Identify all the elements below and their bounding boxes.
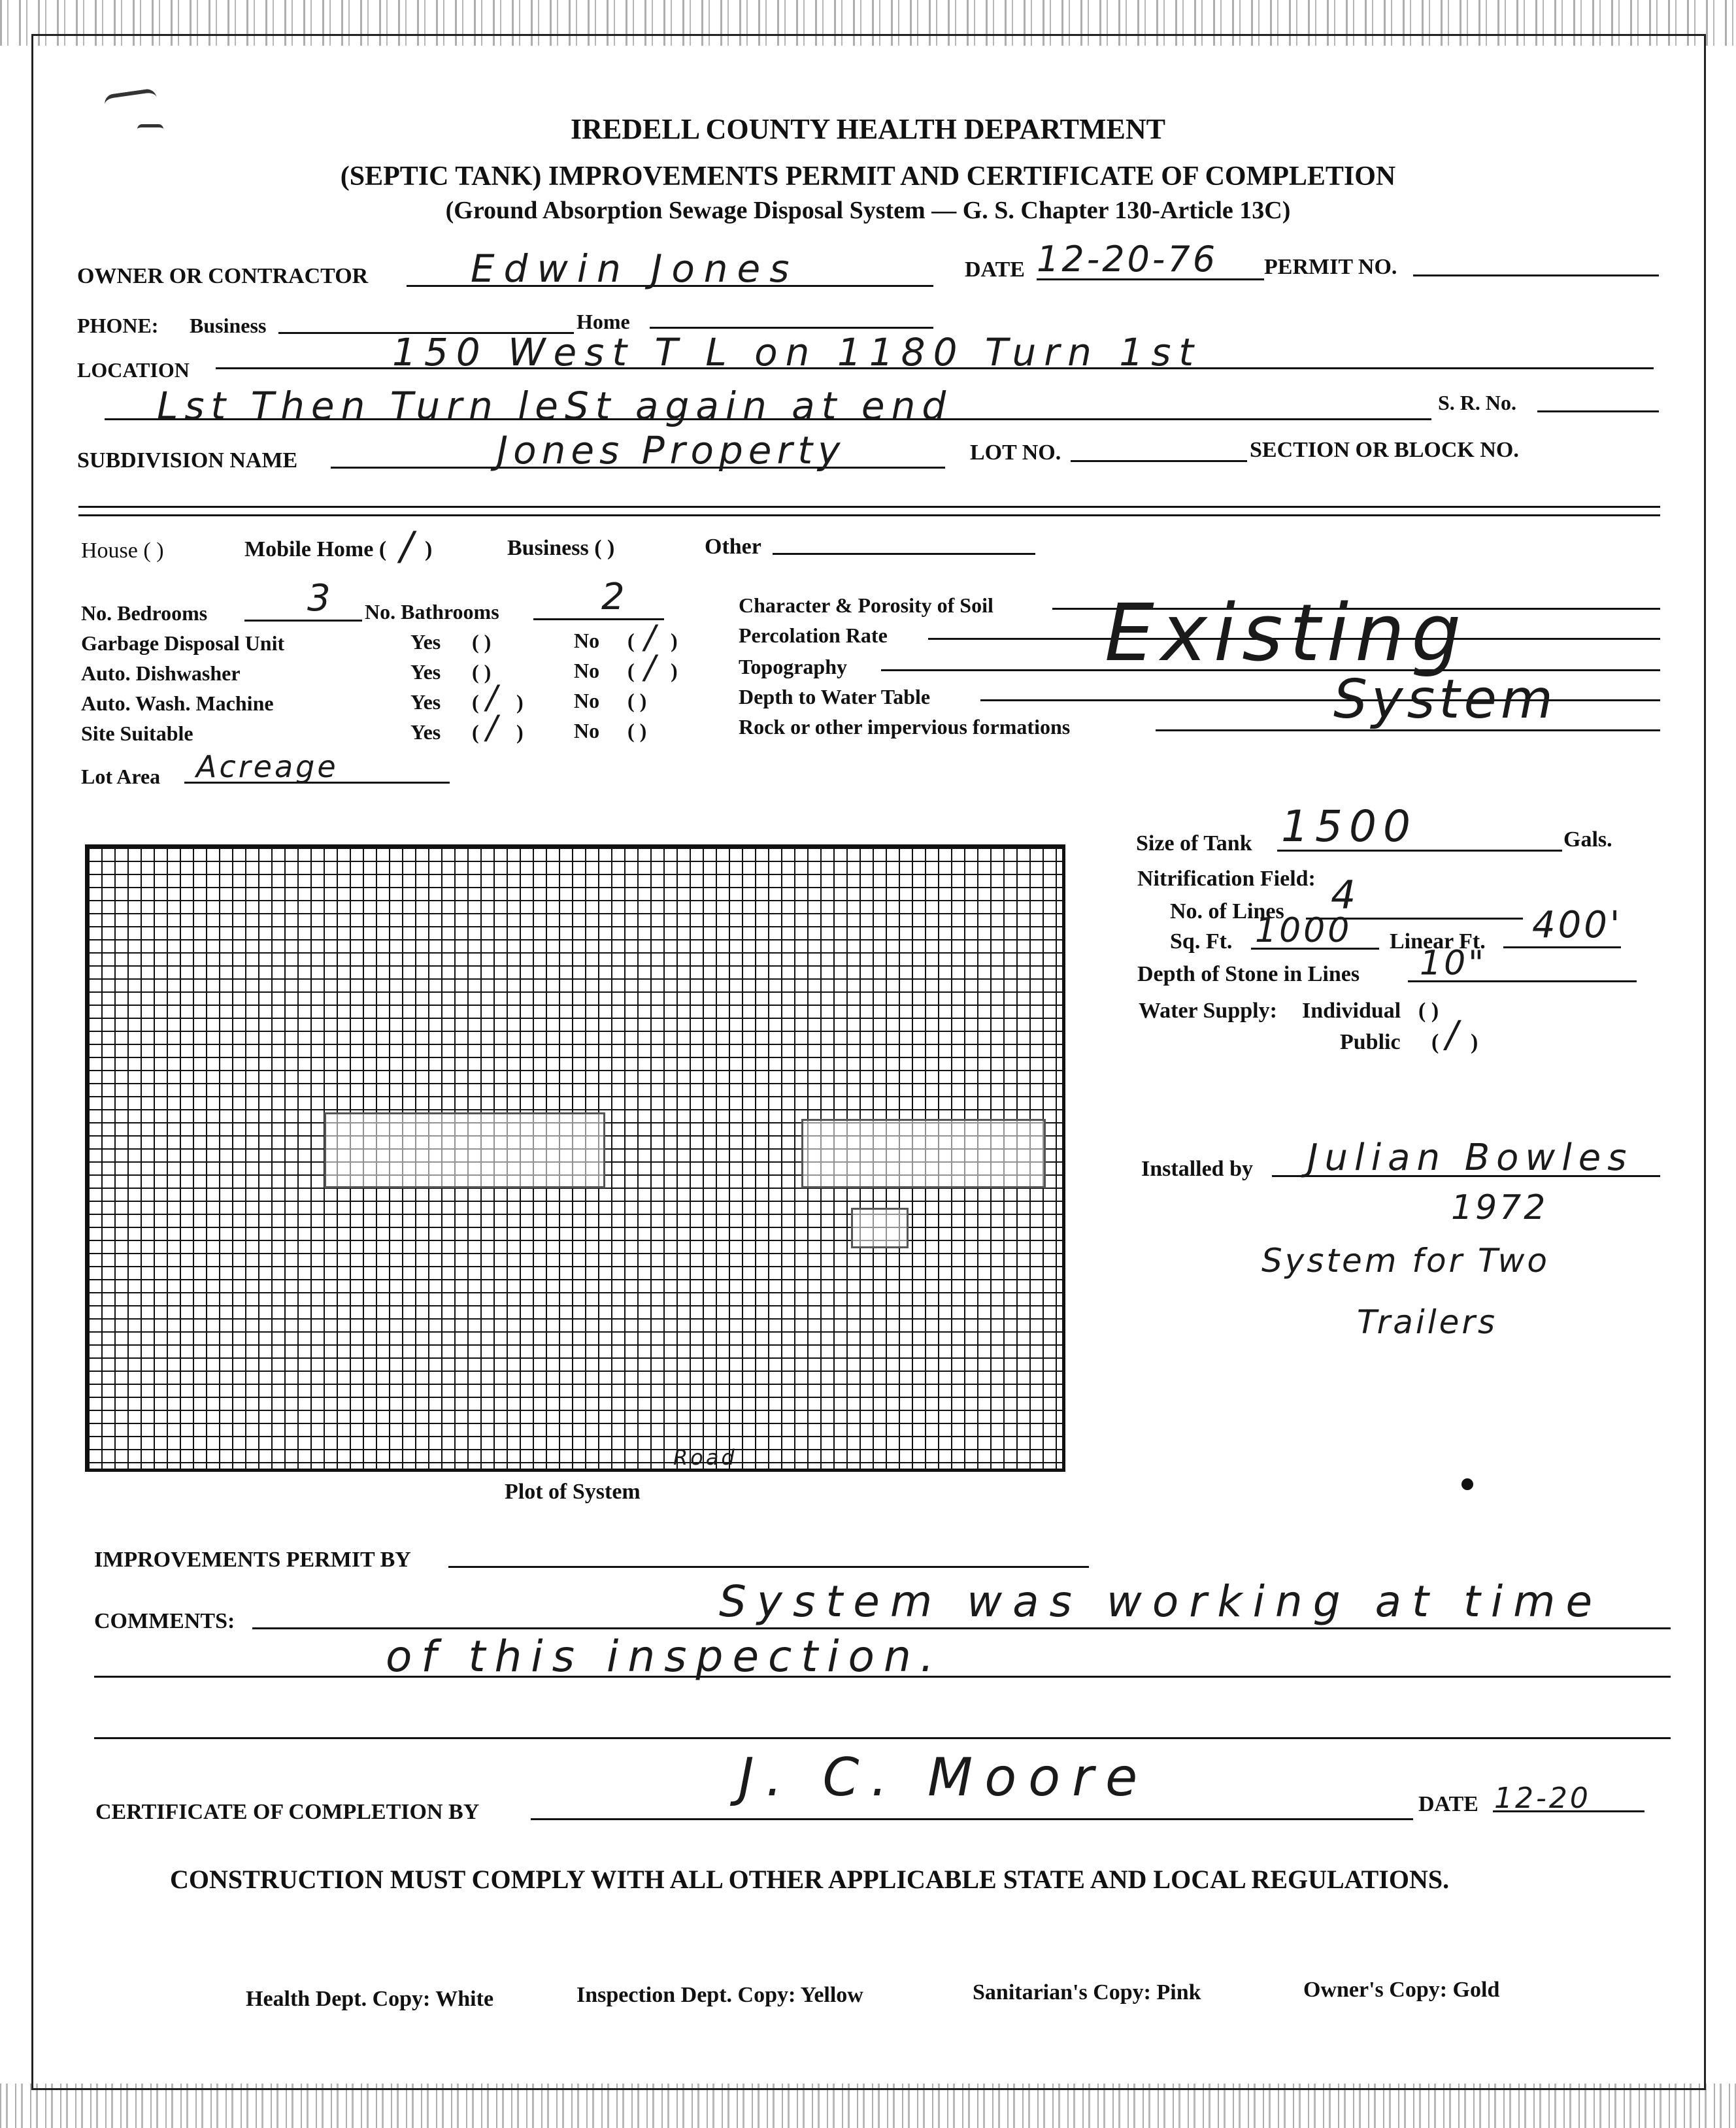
sr-no-label: S. R. No. [1438, 391, 1517, 414]
regulations-notice: CONSTRUCTION MUST COMPLY WITH ALL OTHER APPLICABLE STATE AND LOCAL REGULATIONS. [170, 1865, 1450, 1894]
location-line-1-value[interactable]: 150 West T L on 1180 Turn 1st [392, 330, 1202, 374]
copy-inspection-dept: Inspection Dept. Copy: Yellow [576, 1983, 863, 2007]
house-option[interactable]: House ( ) [81, 539, 164, 563]
copy-owner: Owner's Copy: Gold [1303, 1978, 1500, 2002]
plot-sketch-tank [851, 1208, 909, 1248]
site-suitable-no-label: No [574, 719, 600, 742]
soil-handwritten-existing[interactable]: Existing [1105, 588, 1468, 679]
certificate-signature[interactable]: J. C. Moore [739, 1747, 1150, 1808]
permit-no-line [1413, 274, 1659, 276]
plot-road-label: Road [673, 1445, 737, 1470]
no-of-lines-label: No. of Lines [1170, 899, 1284, 923]
site-suitable-no-box[interactable]: ( ) [627, 719, 647, 742]
wash-machine-yes-mark: / [486, 678, 500, 716]
improvements-permit-by-line [448, 1566, 1089, 1568]
garbage-yes-box[interactable]: ( ) [472, 630, 492, 654]
plot-of-system-label: Plot of System [505, 1480, 641, 1504]
copy-sanitarian: Sanitarian's Copy: Pink [973, 1980, 1201, 2004]
mobile-home-close: ) [425, 537, 433, 561]
dishwasher-no-mark: / [644, 648, 658, 686]
water-supply-label: Water Supply: [1139, 999, 1277, 1023]
owner-value[interactable]: Edwin Jones [471, 246, 799, 291]
linear-ft-label: Linear Ft. [1390, 929, 1486, 954]
location-label: LOCATION [77, 358, 190, 382]
installed-by-label: Installed by [1141, 1157, 1253, 1181]
garbage-no-box[interactable]: ( [627, 629, 635, 652]
bedrooms-label: No. Bedrooms [81, 601, 208, 625]
lot-no-label: LOT NO. [970, 441, 1061, 465]
sr-no-line [1537, 410, 1659, 412]
comments-line-1 [252, 1627, 1671, 1629]
wash-machine-no-label: No [574, 689, 600, 712]
business-option[interactable]: Business ( ) [507, 536, 615, 560]
certificate-date-value[interactable]: 12-20 [1494, 1782, 1591, 1815]
form-subtitle: (Ground Absorption Sewage Disposal System — G. S. Chapter 130-Article 13C) [445, 197, 1291, 224]
tank-size-label: Size of Tank [1136, 831, 1252, 856]
form-title: (SEPTIC TANK) IMPROVEMENTS PERMIT AND CERTIFICATE OF COMPLETION [340, 161, 1396, 191]
site-suitable-yes-close: ) [516, 720, 524, 744]
wash-machine-no-box[interactable]: ( ) [627, 689, 647, 712]
bedrooms-line [244, 620, 362, 622]
water-table-label: Depth to Water Table [739, 685, 931, 708]
permit-no-label: PERMIT NO. [1264, 255, 1397, 279]
garbage-no-close: ) [671, 629, 678, 652]
water-public-label: Public [1340, 1030, 1401, 1054]
soil-porosity-label: Character & Porosity of Soil [739, 593, 993, 617]
installed-note-year: 1972 [1451, 1188, 1548, 1227]
lot-area-label: Lot Area [81, 765, 161, 788]
comments-line-2-value[interactable]: of this inspection. [386, 1631, 943, 1682]
copy-health-dept: Health Dept. Copy: White [246, 1987, 494, 2011]
tank-size-value[interactable]: 1500 [1281, 801, 1417, 852]
installed-note-trailers: Trailers [1357, 1303, 1498, 1341]
water-table-line [980, 699, 1660, 701]
nitrification-field-label: Nitrification Field: [1137, 867, 1316, 891]
section-label: SECTION OR BLOCK NO. [1250, 438, 1519, 462]
depth-of-stone-value[interactable]: 10" [1420, 944, 1487, 983]
other-label: Other [705, 535, 761, 559]
plot-sketch-right [801, 1119, 1046, 1188]
depth-of-stone-label: Depth of Stone in Lines [1137, 962, 1360, 986]
phone-business-label: Business [190, 314, 267, 337]
installed-note-system: System for Two [1261, 1242, 1550, 1280]
wash-machine-yes-close: ) [516, 690, 524, 714]
comments-line-1-value[interactable]: System was working at time [719, 1576, 1603, 1627]
dishwasher-no-close: ) [671, 659, 678, 682]
bathrooms-label: No. Bathrooms [365, 600, 499, 623]
rock-formations-label: Rock or other impervious formations [739, 715, 1071, 739]
phone-home-line [650, 327, 933, 329]
bathrooms-value[interactable]: 2 [601, 576, 627, 618]
lot-area-value[interactable]: Acreage [196, 749, 339, 784]
section-divider [78, 506, 1660, 516]
scan-noise-bottom [0, 2084, 1736, 2128]
location-line-2-value[interactable]: Lst Then Turn leSt again at end [157, 384, 953, 428]
subdivision-label: SUBDIVISION NAME [77, 448, 298, 473]
comments-label: COMMENTS: [94, 1609, 235, 1633]
owner-label: OWNER OR CONTRACTOR [77, 264, 369, 288]
dishwasher-no-box[interactable]: ( [627, 659, 635, 682]
site-suitable-yes-mark: / [486, 708, 500, 746]
site-suitable-yes-box[interactable]: ( [472, 720, 479, 744]
dishwasher-yes-label: Yes [410, 660, 441, 684]
site-suitable-label: Site Suitable [81, 722, 193, 745]
water-public-mark: / [1446, 1014, 1461, 1056]
dishwasher-yes-box[interactable]: ( ) [472, 660, 492, 684]
date-value[interactable]: 12-20-76 [1037, 239, 1218, 280]
improvements-permit-by-label: IMPROVEMENTS PERMIT BY [94, 1548, 411, 1572]
ink-dot [1461, 1478, 1473, 1490]
linear-ft-value[interactable]: 400' [1532, 904, 1623, 946]
mobile-home-option[interactable]: Mobile Home ( [244, 537, 387, 561]
garbage-yes-label: Yes [410, 630, 441, 654]
soil-handwritten-system[interactable]: System [1333, 669, 1557, 731]
garbage-no-mark: / [644, 618, 658, 656]
department-title: IREDELL COUNTY HEALTH DEPARTMENT [571, 113, 1165, 145]
wash-machine-label: Auto. Wash. Machine [81, 691, 274, 715]
percolation-rate-label: Percolation Rate [739, 623, 888, 647]
site-suitable-yes-label: Yes [410, 720, 441, 744]
mobile-home-mark: / [400, 524, 416, 569]
tank-gals-label: Gals. [1563, 827, 1612, 852]
dishwasher-no-label: No [574, 659, 600, 682]
wash-machine-yes-label: Yes [410, 690, 441, 714]
subdivision-value[interactable]: Jones Property [497, 428, 846, 473]
water-public-close: ) [1471, 1030, 1478, 1054]
water-individual-label: Individual [1302, 999, 1401, 1023]
phone-label: PHONE: [77, 314, 159, 337]
linear-ft-line [1503, 946, 1621, 948]
sq-ft-label: Sq. Ft. [1170, 929, 1233, 954]
lot-no-line [1071, 460, 1247, 462]
no-of-lines-value[interactable]: 4 [1331, 873, 1359, 918]
bedrooms-value[interactable]: 3 [307, 577, 333, 620]
topography-label: Topography [739, 655, 847, 678]
other-line [773, 553, 1035, 555]
comments-line-3 [94, 1737, 1671, 1739]
garbage-no-label: No [574, 629, 600, 652]
date-label: DATE [965, 258, 1025, 282]
dishwasher-label: Auto. Dishwasher [81, 661, 241, 685]
water-individual-box[interactable]: ( ) [1418, 999, 1439, 1023]
water-public-box[interactable]: ( [1431, 1030, 1439, 1054]
certificate-date-label: DATE [1418, 1792, 1478, 1816]
wash-machine-yes-box[interactable]: ( [472, 690, 479, 714]
sq-ft-value[interactable]: 1000 [1255, 911, 1352, 950]
certificate-label: CERTIFICATE OF COMPLETION BY [95, 1800, 480, 1824]
certificate-line [531, 1818, 1413, 1820]
garbage-disposal-label: Garbage Disposal Unit [81, 631, 285, 655]
installed-by-value[interactable]: Julian Bowles [1307, 1137, 1633, 1179]
plot-sketch-left [324, 1112, 605, 1188]
phone-home-label: Home [576, 310, 630, 333]
